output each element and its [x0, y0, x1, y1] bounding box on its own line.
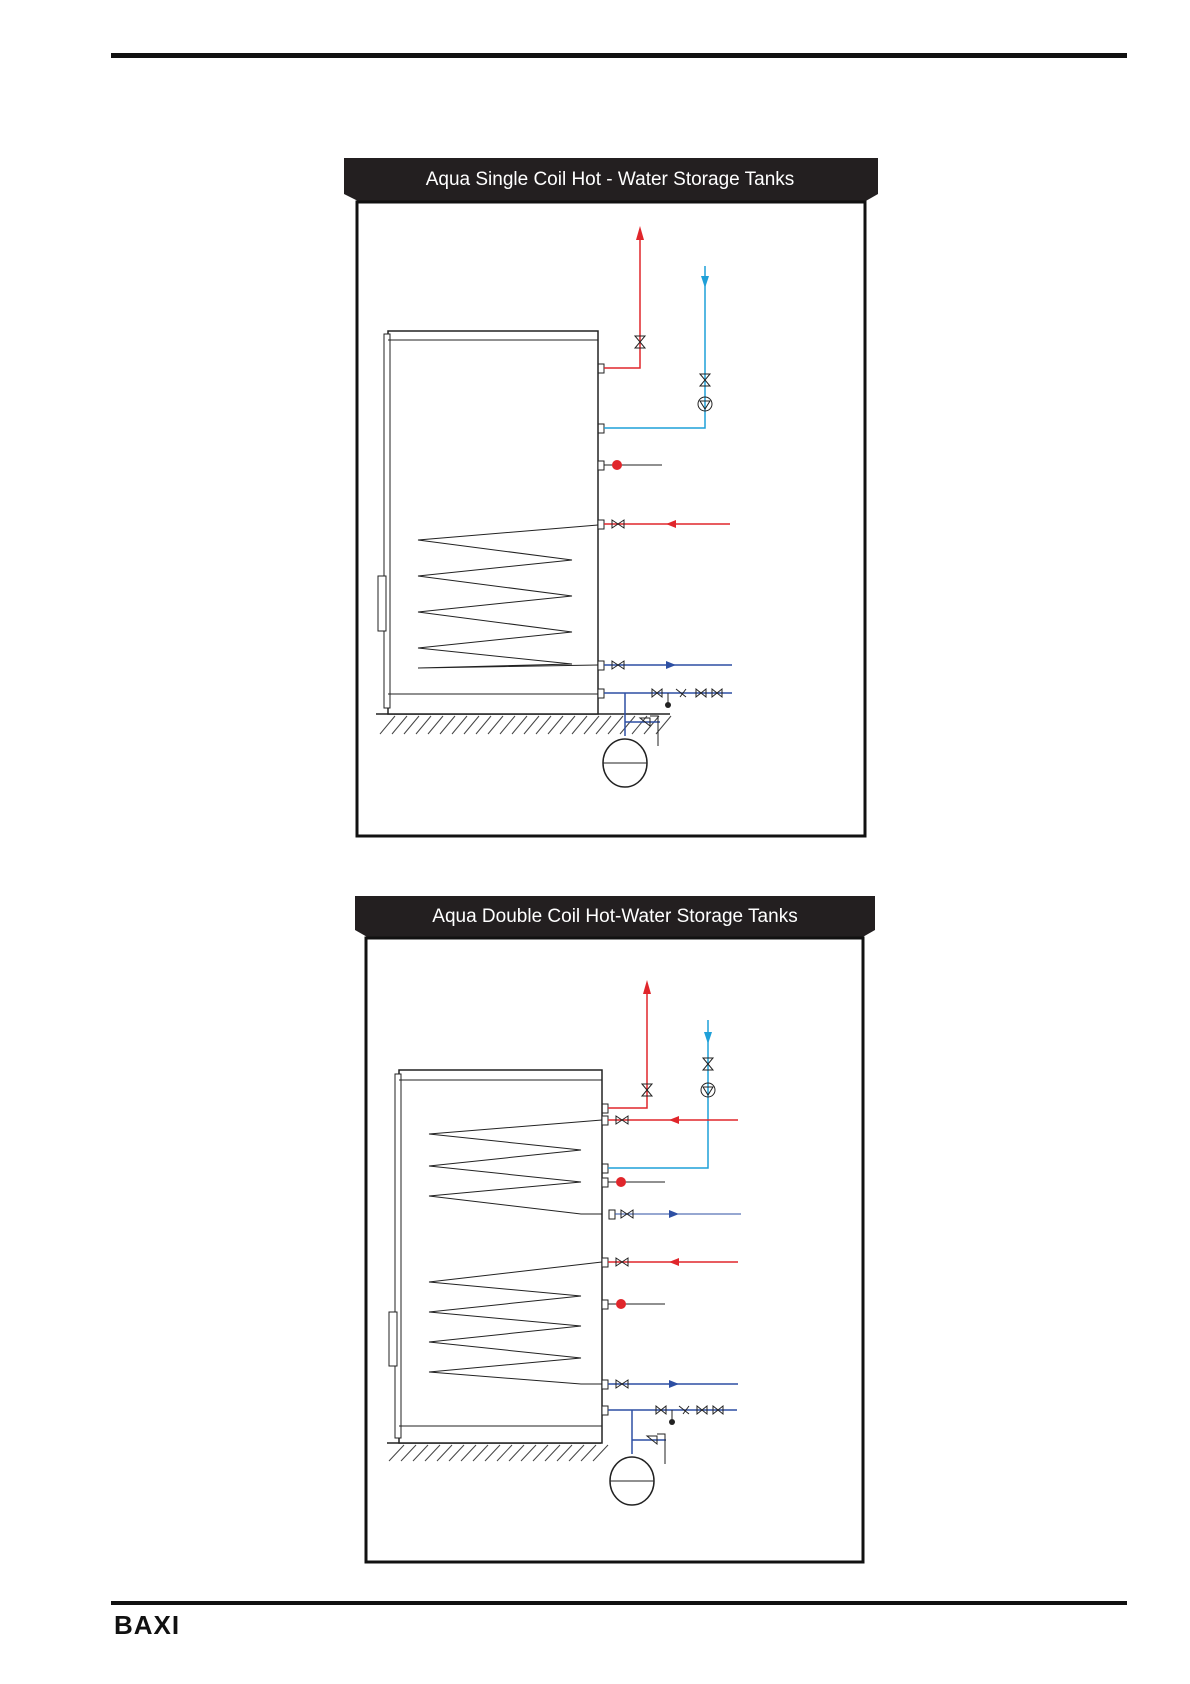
storage-tank — [389, 1070, 602, 1443]
cold-water-inlet — [598, 266, 712, 433]
hot-water-outlet — [598, 226, 645, 373]
double-coil-diagram — [351, 894, 881, 1574]
coil-return-outlet — [598, 661, 732, 670]
header-rule — [111, 53, 1127, 58]
upper-coil-flow — [602, 1116, 738, 1125]
lower-coil-return — [602, 1380, 738, 1389]
lower-coil-flow — [602, 1258, 738, 1267]
diagram-title: Aqua Single Coil Hot - Water Storage Tanks — [425, 169, 795, 190]
double-coil-schematic — [351, 894, 881, 1574]
drain-and-expansion — [598, 689, 732, 787]
single-coil-schematic — [340, 156, 880, 846]
cold-water-inlet — [602, 1020, 715, 1173]
brand-logo: BAXI — [114, 1610, 181, 1640]
floor-hatch — [380, 716, 671, 734]
coil-flow-inlet — [598, 520, 730, 529]
single-coil-diagram — [340, 156, 880, 846]
floor-hatch — [389, 1445, 608, 1461]
drain-and-expansion — [602, 1406, 737, 1505]
footer-rule — [111, 1601, 1127, 1605]
temperature-sensor-lower — [602, 1299, 665, 1309]
upper-coil-return — [609, 1210, 741, 1219]
storage-tank — [378, 331, 598, 714]
temperature-sensor — [598, 460, 662, 470]
diagram-title: Aqua Double Coil Hot-Water Storage Tanks — [432, 906, 798, 927]
hot-water-outlet — [602, 980, 652, 1113]
temperature-sensor-upper — [602, 1177, 665, 1187]
